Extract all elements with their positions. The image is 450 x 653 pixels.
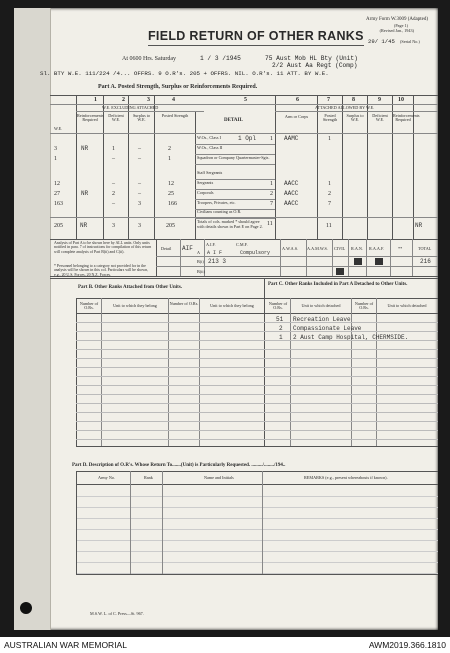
analysis-head-cmf: C.M.F. [236, 242, 248, 247]
binding-strip [14, 8, 51, 630]
head-surplus: Surplus to W.E. [132, 113, 151, 123]
attached-allowed-label: ATTACHED ALLOWED BY W.E. [315, 105, 375, 110]
part-c-row-2-n: 2 [279, 325, 283, 332]
total-r10: NR [415, 222, 423, 229]
part-a-row-3-def-dash: – [112, 156, 115, 162]
col-num-8: 8 [352, 97, 355, 103]
part-a-row-5-we5: 1 [270, 181, 273, 187]
part-a-row-6-rr: NR [81, 190, 89, 197]
head-deficient-r: Deficient W.E. [372, 113, 388, 123]
part-a-row-7-arm: AACC [284, 200, 299, 207]
page-label: (Page 1) [393, 23, 408, 28]
redaction-mark [375, 258, 383, 265]
analysis-note: Analysis of Part A to be shown here by ALL units. Only units notified in para. 7 of instructions for compilation of this return will complete analysis of Part B(ii) and C(ii). [54, 241, 152, 254]
analysis-row-bi-total: 216 [420, 258, 431, 265]
part-a-row-6-p7: 2 [328, 191, 331, 197]
part-b-col-unit-2: Unit to which they belong [210, 303, 254, 308]
part-a-row-5-detail: Sergeants [197, 180, 214, 185]
analysis-row-bii-label: B(ii) [197, 269, 205, 274]
analysis-head-raaf: R.A.A.F. [369, 246, 385, 251]
analysis-row-a-typed: Compulsory [240, 250, 271, 256]
redaction-mark [336, 268, 344, 275]
part-a-row-1-we5: 1 [270, 136, 273, 142]
ruled-line [76, 376, 438, 377]
part-a-row-2-sur-dash: – [138, 146, 141, 152]
part-a-row-6-arm: AACC [284, 190, 299, 197]
redaction-mark [354, 258, 362, 265]
part-d-heading: Part D. Description of O.R's. Whose Return To.......(Unit) is Particularly Requested. ........./......../194.. [72, 463, 286, 468]
analysis-head-other: ** [398, 246, 403, 251]
at-date: 1 / 3 /1945 [200, 55, 241, 62]
head-surplus-r: Surplus to W.E. [346, 113, 364, 123]
part-a-row-7-we: 163 [54, 201, 63, 207]
part-b-col-num-2: Number of O.Rs. [169, 301, 199, 306]
part-a-row-2-posted: 2 [168, 146, 171, 152]
part-a-row-7-p7: 7 [328, 201, 331, 207]
part-a-row-5-sur-dash: – [138, 181, 141, 187]
part-a-row-7-sur: 3 [138, 201, 141, 207]
ruled-line [76, 349, 438, 350]
form-sheet [14, 8, 438, 630]
analysis-head-detail: Detail [161, 246, 172, 251]
head-reinforce-r: Reinforcements Required [393, 113, 420, 123]
ruled-line [76, 340, 438, 341]
analysis-head-total: TOTAL [418, 246, 432, 251]
printer-line: M.S.W. L. of C. Press—St. 967. [90, 611, 144, 616]
col-num-1: 1 [94, 97, 97, 103]
analysis-head-ran: R.A.N. [351, 246, 363, 251]
unit-typed: 75 Aust Mob HL Bty (Unit) [265, 55, 358, 62]
part-a-row-5-we: 12 [54, 181, 60, 187]
detail-label: DETAIL [224, 118, 243, 123]
col-num-7: 7 [327, 97, 330, 103]
part-c-row-1-unit: Recreation Leave [293, 316, 351, 323]
analysis-row-bi-label: B(i) [197, 259, 204, 264]
row-rule [195, 164, 275, 165]
ruled-line [76, 421, 438, 422]
analysis-head-aif2: A.I.F. [206, 242, 216, 247]
part-a-row-3-sur-dash: – [138, 156, 141, 162]
part-a-row-7-we5: 7 [270, 201, 273, 207]
head-deficient: Deficient W.E. [108, 113, 124, 123]
part-b-col-unit-1: Unit to which they belong [113, 303, 157, 308]
part-a-row-5-posted: 12 [168, 181, 174, 187]
ruled-line [76, 322, 438, 323]
serial-no: (Serial No.) [400, 39, 420, 44]
part-a-row-6-def: 2 [112, 191, 115, 197]
ruled-line [76, 358, 438, 359]
we-label: W.E. [54, 126, 63, 131]
part-a-row-2-detail: W.Os., Class II [197, 145, 223, 150]
revised-label: (Revised Jan., 1943) [379, 28, 414, 33]
army-form-label: Army Form W.3009 (Adapted) [366, 17, 428, 22]
date-filled: 29/ 1/45 [368, 38, 395, 45]
part-c-row-2-unit: Compassionate Leave [293, 325, 362, 332]
ruled-line [76, 331, 438, 332]
total-we: 205 [54, 223, 63, 229]
part-a-row-8-detail: Civilians counting as O.R. [197, 209, 242, 214]
part-a-row-6-detail: Corporals [197, 190, 214, 195]
part-c-row-1-n: 51 [276, 316, 284, 323]
total-we5: 11 [267, 221, 273, 227]
part-d-col-name: Name and Initials [204, 475, 234, 480]
part-a-row-5-p7: 1 [328, 181, 331, 187]
part-c-col-unit-1: Unit to which detached [301, 303, 341, 308]
strength-line: Sl. BTY W.E. 111/224 /4... OFFRS. 9 O.R's. 205 + OFFRS. NIL. O.R's. 11 ATT. BY W.E. [40, 70, 329, 77]
punch-hole [20, 602, 32, 614]
ruled-line [76, 430, 438, 431]
part-d-col-rank: Rank [144, 475, 153, 480]
total-p7: 11 [326, 223, 332, 229]
ruled-line [76, 412, 438, 413]
unit-typed-2: 2/2 Aust Aa Regt (Comp) [272, 62, 358, 69]
part-c-col-num-2: Number of O.Rs. [354, 301, 374, 311]
part-c-col-unit-2: Unit to which detached [387, 303, 427, 308]
total-sur: 3 [138, 223, 141, 229]
caption-bar [0, 637, 450, 653]
analysis-row-a-label: A [197, 250, 201, 255]
part-a-row-5-def-dash: – [112, 181, 115, 187]
total-rr: NR [80, 222, 88, 229]
part-a-row-1-arm: AAMC [284, 135, 299, 142]
analysis-head-aamws: A.A.M.W.S. [307, 246, 328, 251]
part-a-row-6-posted: 25 [168, 191, 174, 197]
total-posted: 205 [166, 223, 175, 229]
col-num-10: 10 [398, 97, 404, 103]
ruled-line [76, 439, 438, 440]
part-a-row-4-detail: Staff Sergeants [197, 170, 223, 175]
col-num-6: 6 [296, 97, 299, 103]
part-d-col-remarks: REMARKS (e.g., present whereabouts if known). [304, 475, 388, 480]
form-title: FIELD RETURN OF OTHER RANKS [148, 29, 364, 43]
analysis-head-aif: AIF [182, 245, 193, 252]
part-a-row-6-we: 27 [54, 191, 60, 197]
head-posted: Posted Strength [161, 113, 189, 118]
part-b-col-num-1: Number of O.Rs. [79, 301, 99, 311]
part-c-row-3-unit: 2 Aust Camp Hospital, CHERMSIDE. [293, 334, 409, 341]
ruled-line [76, 367, 438, 368]
part-a-row-6-we5: 2 [270, 191, 273, 197]
part-d-col-army-no: Army No. [98, 475, 115, 480]
part-a-row-3-we: 1 [54, 156, 57, 162]
part-a-row-7-detail: Troopers, Privates, etc. [197, 200, 236, 205]
part-b-heading: Part B. Other Ranks Attached from Other Units. [78, 285, 183, 290]
col-num-9: 9 [378, 97, 381, 103]
head-posted-r: Posted Strength [322, 113, 338, 123]
col-num-3: 3 [147, 97, 150, 103]
at-line: At 0600 Hrs. Saturday [122, 56, 176, 62]
ruled-line [76, 385, 438, 386]
analysis-head-awas: A.W.A.S. [282, 246, 299, 251]
part-a-row-2-we: 3 [54, 146, 57, 152]
ruled-line [76, 394, 438, 395]
part-a-row-5-arm: AACC [284, 180, 299, 187]
total-def: 3 [112, 223, 115, 229]
col-num-2: 2 [122, 97, 125, 103]
caption-right: AWM2019.366.1810 [368, 640, 446, 650]
analysis-head-civil: CIVIL [334, 246, 346, 251]
head-arm: Arm or Corps [284, 114, 309, 119]
part-c-row-3-n: 1 [279, 334, 283, 341]
part-a-row-7-def-dash: – [112, 201, 115, 207]
total-detail: Totals of cols. marked * should agree with details shown in Part E on Page 2. [197, 219, 263, 229]
part-a-row-6-sur-dash: – [138, 191, 141, 197]
part-a-row-1-detail: W.Os., Class I [197, 135, 221, 140]
caption-left: AUSTRALIAN WAR MEMORIAL [4, 640, 127, 650]
part-a-heading: Part A. Posted Strength, Surplus or Reinforcements Required. [98, 84, 258, 90]
part-a-row-2-def: 1 [112, 146, 115, 152]
analysis-row-bi-values: 213 3 [208, 258, 227, 265]
head-reinforcements: Reinforcements Required [77, 113, 104, 123]
we-excluding-label: W.E. EXCLUDING ATTACHED [102, 105, 159, 110]
col-num-5: 5 [244, 97, 247, 103]
ruled-line [76, 403, 438, 404]
part-c-col-num-1: Number of O.Rs. [268, 301, 288, 311]
analysis-row-a-values: A I F [207, 250, 223, 256]
part-c-heading: Part C. Other Ranks Included in Part A Detached to Other Units. [268, 282, 408, 287]
part-a-row-2-rr: NR [81, 145, 89, 152]
part-a-row-7-posted: 166 [168, 201, 177, 207]
analysis-note-2: * Personnel belonging to a category not provided for in the analysis will be shown in this col. Particulars will be shown, e.g., 20 U.S. Forces, 20 N.Z. Forces. [54, 264, 149, 277]
part-a-row-3-detail: Squadron or Company Quartermaster-Sgts. [197, 155, 270, 160]
part-a-row-1-p7: 1 [328, 136, 331, 142]
part-a-row-1-typed: 1 Opl [238, 135, 257, 142]
part-a-row-3-posted: 1 [168, 156, 171, 162]
col-num-4: 4 [172, 97, 175, 103]
